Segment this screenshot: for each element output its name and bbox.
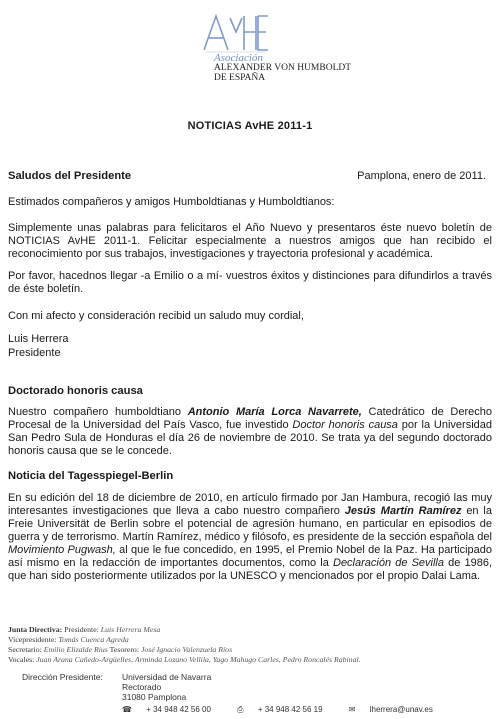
text: de 1986, que han sido posteriormente utilizados por la UNESCO y mencionados por el propio Dalai Lama. — [8, 557, 493, 582]
phone-icon: ☎ — [122, 705, 132, 714]
email-address[interactable]: lherrera@unav.es — [369, 705, 433, 714]
association-logo — [200, 8, 270, 54]
closing: Con mi afecto y consideración recibid un saludo muy cordial, — [8, 310, 304, 322]
contact-line — [122, 705, 457, 715]
section-heading: Saludos del Presidente — [8, 170, 132, 182]
paragraph-honoris — [8, 406, 492, 458]
signature-title: Presidente — [8, 347, 61, 359]
letter-date: Pamplona, enero de 2011. — [357, 170, 486, 182]
association-name-line1: ALEXANDER VON HUMBOLDT — [214, 63, 352, 73]
signature-name: Luis Herrera — [8, 333, 69, 345]
role-label: Tesorero: — [109, 645, 139, 654]
postal-address — [122, 672, 211, 702]
member-name: Emilio Elizalde Rius — [43, 645, 108, 654]
member-name: Juan Arana Cañedo-Argüelles, Arminda Lozano Vellila, Yago Mahugo Carles, Pedro Roncalés Rabinal. — [36, 655, 361, 664]
board-row-secretary — [8, 645, 492, 655]
role-label: Vicepresidente: — [8, 635, 57, 644]
email-entry — [349, 705, 445, 714]
newsletter-title: NOTICIAS AvHE 2011-1 — [187, 120, 313, 132]
text: Nuestro compañero humboldtiano — [8, 406, 188, 418]
fax-entry — [237, 705, 334, 714]
degree-title: Doctor honoris causa — [292, 419, 398, 431]
board-list — [8, 625, 492, 665]
board-label: Junta Directiva: — [8, 625, 63, 634]
fax-icon: ⎙ — [237, 705, 244, 714]
person-name: Jesús Martín Ramírez — [344, 505, 462, 517]
board-row-vice — [8, 635, 492, 645]
association-label: Asociación — [214, 52, 263, 64]
association-name — [214, 63, 351, 83]
paragraph: Por favor, hacednos llegar -a Emilio o a mí- vuestros éxitos y distinciones para difundirlos a través de éste boletín. — [8, 270, 492, 295]
board-row-vocales — [8, 655, 492, 665]
text: por la Universidad San Pedro Sula de Honduras el día 26 de noviembre de 2010. Se trata ya del segundo doctorado honoris causa que se le concede. — [8, 419, 492, 457]
text: En su edición del 18 de diciembre de 2010, en artículo firmado por Jan Hambura, recogió las muy interesantes investigaciones que lleva a cabo nuestro compañero — [8, 492, 492, 517]
member-name: Luis Herrera Mesa — [100, 625, 161, 634]
address-line: Rectorado — [122, 682, 162, 692]
person-name: Antonio María Lorca Navarrete, — [187, 406, 362, 418]
email-icon: ✉ — [348, 705, 356, 714]
text: al que le fue concedido, en 1995, el Premio Nobel de la Paz. Ha participado así mismo en la redacción de importantes documentos, como la — [8, 544, 492, 569]
text: en la Freie Universität de Berlin sobre el potencial de agresión humano, en particular en episodios de guerra y de terrorismo. Martín Ramírez, médico y filósofo, es presidente de la sección española del — [8, 505, 492, 543]
association-name-line2: DE ESPAÑA — [214, 73, 266, 83]
movement-name: Movimiento Pugwash, — [8, 544, 116, 556]
board-row-president — [8, 625, 492, 635]
paragraph: Simplemente unas palabras para felicitaros el Año Nuevo y presentaros éste nuevo boletín de NOTICIAS AvHE 2011-1. Felicitar especialmente a nuestros amigos que han recibido el reconocimiento por sus trabajos, investigaciones y trayectoria profesional y académica. — [8, 222, 492, 260]
role-label: Presidente: — [64, 625, 99, 634]
declaration-name: Declaración de Sevilla — [333, 557, 444, 569]
section-heading: Doctorado honoris causa — [8, 385, 143, 397]
member-name: Tomás Cuenca Agreda — [58, 635, 129, 644]
section-president-header — [8, 170, 492, 182]
direction-label: Dirección Presidente: — [22, 672, 103, 682]
greeting: Estimados compañeros y amigos Humboldtianas y Humboldtianos: — [8, 196, 335, 208]
paragraph-tagesspiegel — [8, 492, 492, 583]
phone-number: + 34 948 42 56 00 — [146, 705, 211, 714]
role-label: Secretario: — [8, 645, 42, 654]
address-line: Universidad de Navarra — [122, 672, 212, 682]
address-line: 31080 Pamplona — [122, 692, 187, 702]
phone-entry — [122, 705, 223, 714]
role-label: Vocales: — [8, 655, 35, 664]
member-name: José Ignacio Valenzuela Ríos — [140, 645, 233, 654]
fax-number: + 34 948 42 56 19 — [257, 705, 323, 714]
text: Catedrático de Derecho Procesal de la Universidad del País Vasco, fue investido — [8, 406, 493, 431]
section-heading: Noticia del Tagesspiegel-Berlin — [8, 470, 174, 482]
